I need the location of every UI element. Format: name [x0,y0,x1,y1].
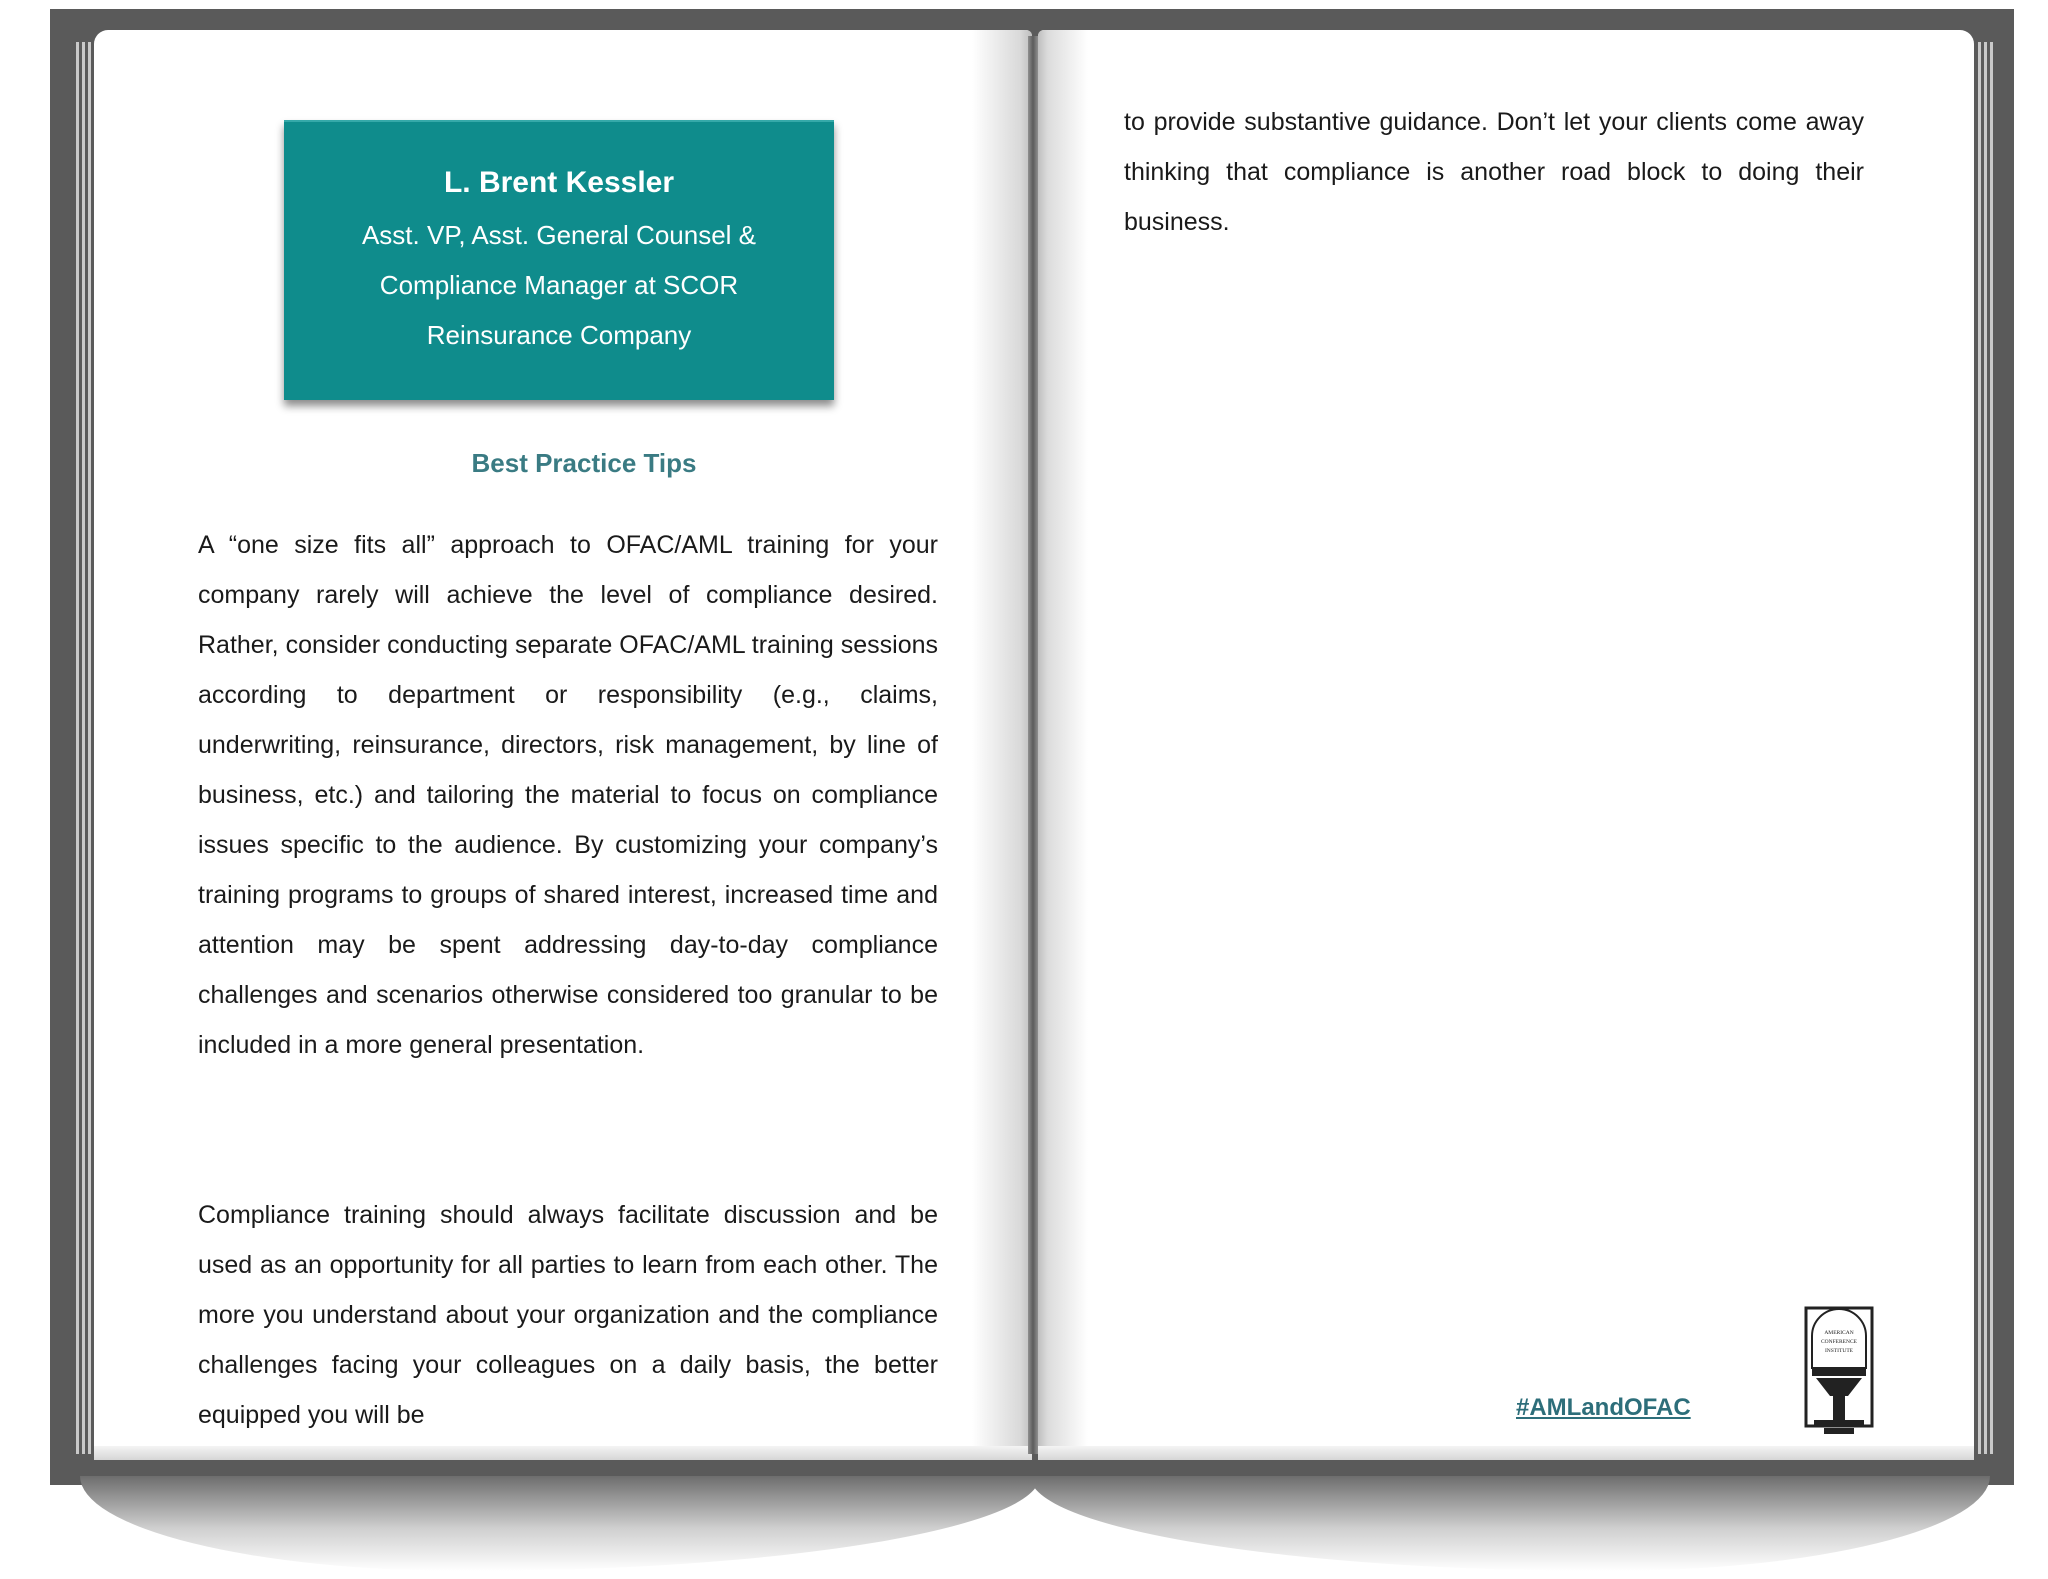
logo-text-line: INSTITUTE [1824,1348,1854,1354]
page-edge [1990,42,1993,1454]
logo-text-line: CONFERENCE [1820,1339,1858,1345]
left-page-bottom [94,1446,1032,1460]
body-paragraph: Compliance training should always facilitate discussion and be used as an opportunity for all parties to learn from each other. The more you understand about your organization and the compliance challenges facing your colleagues on a daily basis, the better equipped you will be [198,1201,938,1429]
book-spine [1028,36,1038,1454]
institute-building-logo-icon [1804,1306,1874,1436]
profile-box [284,120,834,400]
hashtag-link[interactable]: #AMLandOFAC [1516,1394,1691,1421]
body-paragraph: to provide substantive guidance. Don’t let your clients come away thinking that compliance is another road block to doing their business. [1124,108,1864,236]
page-edge [1978,42,1981,1454]
right-page [1038,30,1974,1460]
left-page [94,30,1032,1460]
page-edge [88,42,91,1454]
profile-title-line: Reinsurance Company [426,320,692,350]
page-edge [82,42,85,1454]
profile-title-line: Compliance Manager at SCOR [379,270,739,300]
book-shadow-left [80,1476,1040,1571]
profile-name: L. Brent Kessler [443,166,675,199]
book-shadow-right [1030,1476,1990,1571]
left-gutter-shadow [972,30,1032,1460]
section-heading: Best Practice Tips [471,448,697,478]
body-paragraph: A “one size fits all” approach to OFAC/AML training for your company rarely will achieve the level of compliance desired. Rather, consider conducting separate OFAC/AML training sessions according to department or responsibility (e.g., claims, underwriting, reinsurance, directors, risk management, by line of business, etc.) and tailoring the material to focus on compliance issues specific to the audience. By customizing your company’s training programs to groups of shared interest, increased time and attention may be spent addressing day-to-day compliance challenges and scenarios otherwise considered too granular to be included in a more general presentation. [198,531,938,1059]
logo-text-line: AMERICAN [1824,1330,1854,1336]
right-page-bottom [1038,1446,1974,1460]
page-edge [1984,42,1987,1454]
profile-title-line: Asst. VP, Asst. General Counsel & [361,220,757,250]
page-edge [76,42,79,1454]
right-gutter-shadow [1038,30,1088,1460]
